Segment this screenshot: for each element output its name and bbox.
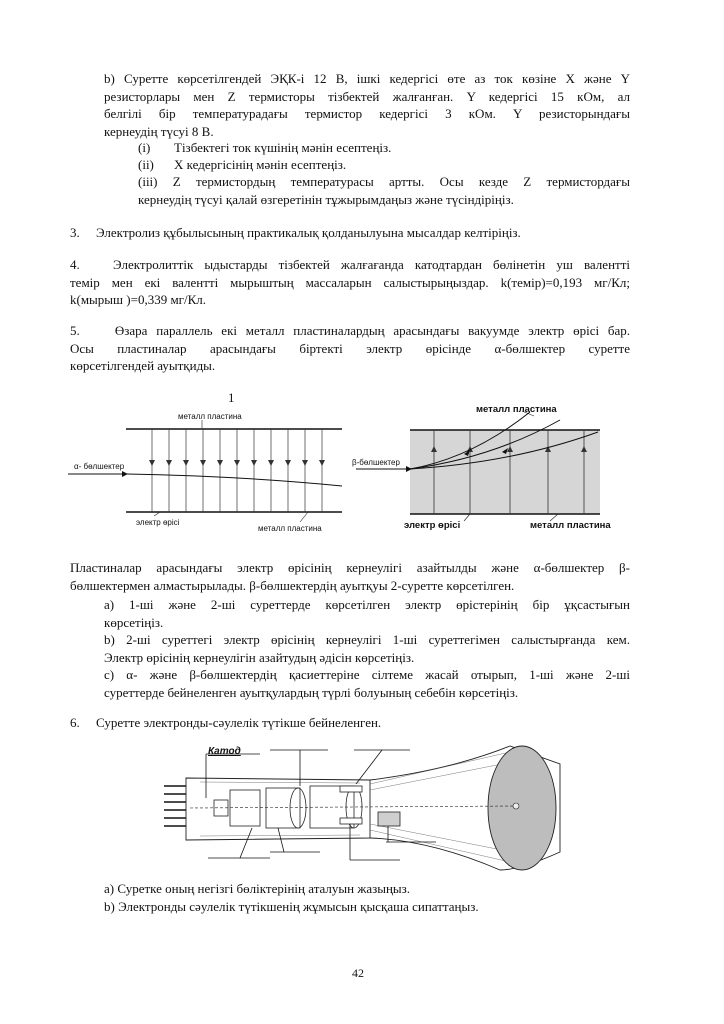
figure-2 xyxy=(352,398,642,538)
figure-1-bottom-plate-label: металл пластина xyxy=(258,524,322,533)
question-5-followup xyxy=(70,559,630,594)
q4b-line: резисторлары мен Z термисторы тізбектей жалғанған. Y кедергісі 15 кОм, ал xyxy=(104,88,630,104)
q4-line-3: k(мырыш )=0,339 мг/Кл. xyxy=(70,292,207,307)
question-number: 6. xyxy=(70,715,80,730)
crt-figure xyxy=(160,740,580,875)
question-3 xyxy=(70,224,630,242)
figure-2-bottom-plate-label: металл пластина xyxy=(530,520,611,531)
q4b-item-iii xyxy=(138,173,630,208)
figure-2-particle-label: β-бөлшектер xyxy=(352,458,400,467)
figure-1-field-label: электр өрісі xyxy=(136,518,180,527)
cathode-label: Катод xyxy=(208,746,241,757)
item-text-cont: кернеудің түсуі қалай өзгеретінін тұжырымдаңыз және түсіндіріңіз. xyxy=(138,191,514,207)
figure-2-top-plate-label: металл пластина xyxy=(476,404,557,415)
question-6 xyxy=(70,714,630,732)
question-text: Электролиз құбылысының практикалық қолданылуына мысалдар келтіріңіз. xyxy=(96,225,521,240)
q4-text: Электролиттік ыдыстарды тізбектей жалғағанда катодтардан бөлінетін уш валентті xyxy=(113,257,630,272)
q5-line-2: Осы пластиналар арасындағы біртекті электр өрісінде α-бөлшектер суретте xyxy=(70,340,630,356)
q5-item-a-line-1: а) 1-ші және 2-ші суреттерде көрсетілген электр өрістерінің бір ұқсастығын xyxy=(104,597,630,612)
q6-item-a: а) Суретке оның негізгі бөліктерінің аталуын жазыңыз. xyxy=(104,881,411,896)
q5-item-c-line-1: с) α- және β-бөлшектердің қасиеттеріне сілтеме жасай отырып, 1-ші және 2-ші xyxy=(104,667,630,682)
question-6-subitems xyxy=(104,880,630,915)
question-5-subitems xyxy=(104,596,630,701)
q5-after-line-1: Пластиналар арасындағы электр өрісінің кернеулігі азайтылды және α-бөлшектер β- xyxy=(70,560,630,575)
figure-1 xyxy=(60,390,350,540)
q5-line-1 xyxy=(70,322,630,340)
figure-1-particle-label: α- бөлшектер xyxy=(74,462,125,471)
question-number: 3. xyxy=(70,225,80,240)
question-4b-text xyxy=(104,70,630,140)
q4b-item-i xyxy=(138,139,392,157)
q4-line-2: темір мен екі валентті мырыштың массаларын салыстырыңыздар. k(темір)=0,193 мг/Кл; xyxy=(70,274,630,290)
q4b-line: белгілі бір температурадағы термистор кедергісі 3 кОм. Y резисторындағы xyxy=(104,106,630,121)
page-number: 42 xyxy=(352,966,364,980)
question-text: Суретте электронды-сәулелік түтікше бейнеленген. xyxy=(96,715,382,730)
item-text: Тізбектегі ток күшінің мәнін есептеңіз. xyxy=(174,140,392,155)
q5-after-line-2: бөлшектермен алмастырылады. β-бөлшектердің ауытқуы 2-суретте көрсетілген. xyxy=(70,577,515,593)
question-number: 5. xyxy=(70,323,80,338)
q5-line-3: көрсетілгендей ауытқиды. xyxy=(70,358,216,373)
figure-1-diagram xyxy=(60,390,350,540)
q4b-line: кернеудің түсуі 8 В. xyxy=(104,123,214,139)
crt-diagram xyxy=(160,740,580,875)
question-5 xyxy=(70,322,630,375)
q4b-item-ii xyxy=(138,156,347,174)
figure-1-top-plate-label: металл пластина xyxy=(178,412,242,421)
item-number: (ii) xyxy=(138,157,154,172)
q5-item-a-line-2: көрсетіңіз. xyxy=(104,614,164,630)
q5-item-c-line-2: суреттерде бейнеленген ауытқулардың түрлі болуының себебін көрсетіңіз. xyxy=(104,684,519,700)
item-text: X кедергісінің мәнін есептеңіз. xyxy=(174,157,347,172)
figure-2-diagram xyxy=(352,398,642,538)
question-number: 4. xyxy=(70,257,80,272)
q4-line-1 xyxy=(70,256,630,274)
q5-item-b-line-2: Электр өрісінің кернеулігін азайтудың әдісін көрсетіңіз. xyxy=(104,649,415,665)
item-text: Z термистордың температурасы артты. Осы кезде Z термистордағы xyxy=(172,174,630,189)
q5-item-b-line-1: b) 2-ші суреттегі электр өрісінің кернеулігі 1-ші суреттегімен салыстырғанда кем. xyxy=(104,632,630,647)
q5-text: Өзара параллель екі металл пластиналардың арасындағы вакуумде электр өрісі бар. xyxy=(114,323,631,338)
question-4 xyxy=(70,256,630,309)
q6-item-b: b) Электронды сәулелік түтікшенің жұмысын қысқаша сипаттаңыз. xyxy=(104,898,479,914)
item-text-line xyxy=(138,173,630,191)
figure-1-number: 1 xyxy=(228,390,235,405)
item-number: (iii) xyxy=(138,174,158,189)
q4b-line: b) Суретте көрсетілгендей ЭҚК-і 12 В, ішкі кедергісі өте аз ток көзіне X және Y xyxy=(104,71,630,86)
figure-2-field-label: электр өрісі xyxy=(404,520,461,531)
item-number: (i) xyxy=(138,140,151,155)
